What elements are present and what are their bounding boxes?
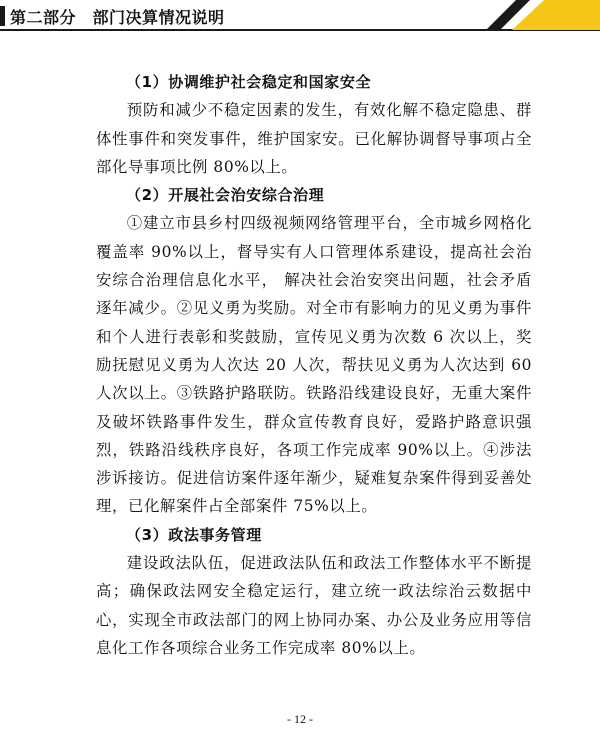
document-body <box>96 68 532 662</box>
section-heading-2: （2）开展社会治安综合治理 <box>126 186 325 205</box>
section-paragraph-2: ①建立市县乡村四级视频网络管理平台，全市城乡网格化覆盖率 90%以上，督导实有人口管理体系建设，提高社会治安综合治理信息化水平， 解决社会治安突出问题，社会矛盾逐年减少。②见义勇为奖励。对全市有影响力的见义勇为事件和个人进行表彰和奖鼓励，宣传见义勇为次数 6 次以上，奖励抚慰见义勇为人次达 20 人次，帮扶见义勇为人次达到 60 人次以上。③铁路护路联防。铁路沿线建设良好，无重大案件及破坏铁路事件发生，群众宣传教育良好，爱路护路意识强烈，铁路沿线秩序良好，各项工作完成率 90%以上。④涉法涉诉接访。促进信访案件逐年渐少，疑难复杂案件得到妥善处理，已化解案件占全部案件 75%以上。 <box>96 214 532 516</box>
section-paragraph-3: 建设政法队伍，促进政法队伍和政法工作整体水平不断提高；确保政法网安全稳定运行，建立统一政法综治云数据中心，实现全市政法部门的网上协同办案、办公及业务应用等信息化工作各项综合业务工作完成率 80%以上。 <box>96 554 532 657</box>
header-marker-bar <box>0 6 5 26</box>
section-paragraph-1: 预防和减少不稳定因素的发生，有效化解不稳定隐患、群体性事件和突发事件，维护国家安。已化解协调督导事项占全部化导事项比例 80%以上。 <box>96 101 532 176</box>
section-heading-1: （1）协调维护社会稳定和国家安全 <box>126 73 372 91</box>
page-header <box>0 0 600 34</box>
header-decoration-stripes <box>460 0 600 30</box>
section-heading-3: （3）政法事务管理 <box>126 525 262 544</box>
page-number: - 12 - <box>287 712 313 726</box>
header-title: 第二部分 部门决算情况说明 <box>10 8 225 27</box>
